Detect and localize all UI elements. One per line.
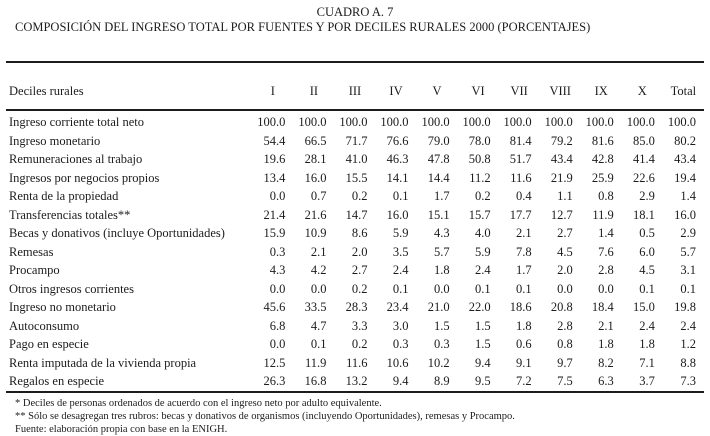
row-label: Otros ingresos corrientes xyxy=(9,281,134,296)
table-row xyxy=(6,110,704,132)
cell-value: 2.9 xyxy=(639,189,655,203)
cell-value: 0.1 xyxy=(516,281,532,296)
cell-value: 2.1 xyxy=(516,226,532,240)
cell-value: 19.8 xyxy=(674,300,696,314)
cell-value: 10.6 xyxy=(386,355,409,370)
cell-value: 0.1 xyxy=(392,281,409,296)
cell-value: 16.0 xyxy=(304,170,327,185)
cell-value: 1.5 xyxy=(433,318,450,333)
cell-value: 0.1 xyxy=(475,281,491,296)
table-row xyxy=(6,187,704,206)
cell-value: 1.8 xyxy=(433,263,450,277)
cell-value: 9.1 xyxy=(516,355,532,370)
cell-value: 100.0 xyxy=(626,115,655,129)
cell-value: 0.6 xyxy=(516,337,532,351)
cell-value: 1.4 xyxy=(680,189,696,203)
cell-value: 33.5 xyxy=(304,300,327,314)
cell-value: 17.7 xyxy=(509,207,532,222)
cell-value: 100.0 xyxy=(380,115,409,129)
cell-value: 2.8 xyxy=(598,263,614,277)
cell-value: 28.3 xyxy=(345,300,368,314)
cell-value: 2.1 xyxy=(310,244,327,259)
cell-value: 21.9 xyxy=(550,170,573,185)
cell-value: 11.6 xyxy=(510,170,532,185)
cell-value: 7.2 xyxy=(516,374,532,388)
cell-value: 0.1 xyxy=(680,281,696,296)
cell-value: 42.8 xyxy=(591,152,614,166)
cell-value: 0.2 xyxy=(351,337,368,351)
cell-value: 13.4 xyxy=(263,170,286,185)
table-row xyxy=(6,169,704,188)
cell-value: 19.4 xyxy=(674,170,696,185)
cell-value: 1.7 xyxy=(433,189,450,203)
column-header: IX xyxy=(581,62,622,110)
cell-value: 0.2 xyxy=(475,189,491,203)
cell-value: 2.1 xyxy=(598,318,614,333)
cell-value: 7.8 xyxy=(516,244,532,259)
row-label: Becas y donativos (incluye Oportunidades) xyxy=(9,226,225,240)
cell-value: 4.3 xyxy=(433,226,450,240)
row-label: Procampo xyxy=(9,263,60,277)
cell-value: 0.0 xyxy=(557,281,573,296)
table-head xyxy=(6,62,704,110)
cell-value: 9.4 xyxy=(475,355,491,370)
cell-value: 21.4 xyxy=(263,207,286,222)
cell-value: 100.0 xyxy=(585,115,614,129)
cell-value: 100.0 xyxy=(421,115,450,129)
cell-value: 8.2 xyxy=(598,355,614,370)
table-row xyxy=(6,280,704,299)
cell-value: 22.0 xyxy=(468,300,491,314)
table-row xyxy=(6,206,704,225)
cell-value: 15.9 xyxy=(263,226,286,240)
table-row xyxy=(6,243,704,262)
row-label: Transferencias totales** xyxy=(9,207,131,222)
cell-value: 81.6 xyxy=(591,133,614,148)
cell-value: 25.9 xyxy=(591,170,614,185)
cell-value: 26.3 xyxy=(263,374,286,388)
cell-value: 6.8 xyxy=(269,318,286,333)
cell-value: 1.8 xyxy=(516,318,532,333)
cell-value: 7.1 xyxy=(639,355,655,370)
cell-value: 45.6 xyxy=(263,300,286,314)
table-row xyxy=(6,261,704,280)
column-header: IV xyxy=(375,62,416,110)
cell-value: 21.6 xyxy=(304,207,327,222)
cell-value: 0.3 xyxy=(392,337,409,351)
column-header: Total xyxy=(663,62,704,110)
table-row xyxy=(6,298,704,317)
cell-value: 4.2 xyxy=(310,263,327,277)
cell-value: 1.1 xyxy=(557,189,573,203)
cell-value: 0.8 xyxy=(557,337,573,351)
cell-value: 14.4 xyxy=(427,170,450,185)
row-label: Renta imputada de la vivienda propia xyxy=(9,355,197,370)
cell-value: 0.0 xyxy=(269,189,286,203)
cell-value: 10.9 xyxy=(304,226,327,240)
cell-value: 100.0 xyxy=(257,115,286,129)
cell-value: 1.7 xyxy=(516,263,532,277)
cell-value: 3.7 xyxy=(639,374,655,388)
cell-value: 11.6 xyxy=(346,355,368,370)
table-row xyxy=(6,354,704,373)
cell-value: 1.8 xyxy=(639,337,655,351)
cell-value: 0.8 xyxy=(598,189,614,203)
cell-value: 15.7 xyxy=(468,207,491,222)
cell-value: 1.5 xyxy=(475,337,491,351)
cell-value: 11.2 xyxy=(469,170,491,185)
row-label: Regalos en especie xyxy=(9,374,105,388)
cell-value: 78.0 xyxy=(468,133,491,148)
cell-value: 46.3 xyxy=(386,152,409,166)
cell-value: 5.9 xyxy=(475,244,491,259)
cell-value: 11.9 xyxy=(305,355,327,370)
cell-value: 0.3 xyxy=(433,337,450,351)
income-composition-table xyxy=(6,61,704,393)
row-label: Remuneraciones al trabajo xyxy=(9,152,143,166)
cell-value: 4.5 xyxy=(557,244,573,259)
cell-value: 81.4 xyxy=(509,133,532,148)
cell-value: 3.1 xyxy=(680,263,696,277)
row-label: Ingreso no monetario xyxy=(9,300,116,314)
cell-value: 8.9 xyxy=(433,374,450,388)
cell-value: 2.4 xyxy=(639,318,655,333)
cell-value: 4.0 xyxy=(475,226,491,240)
table-row xyxy=(6,150,704,169)
cell-value: 71.7 xyxy=(345,133,368,148)
cell-value: 8.6 xyxy=(351,226,368,240)
cell-value: 9.5 xyxy=(475,374,491,388)
cell-value: 2.7 xyxy=(557,226,573,240)
row-header-label: Deciles rurales xyxy=(6,62,252,110)
cell-value: 10.2 xyxy=(427,355,450,370)
cell-value: 0.0 xyxy=(310,281,327,296)
cell-value: 47.8 xyxy=(427,152,450,166)
cell-value: 7.3 xyxy=(680,374,696,388)
row-label: Pago en especie xyxy=(9,337,89,351)
cell-value: 16.0 xyxy=(674,207,696,222)
cell-value: 80.2 xyxy=(674,133,696,148)
cell-value: 79.0 xyxy=(427,133,450,148)
cell-value: 3.5 xyxy=(392,244,409,259)
cell-value: 1.4 xyxy=(598,226,614,240)
table-row xyxy=(6,224,704,243)
cell-value: 0.2 xyxy=(351,281,368,296)
cell-value: 21.0 xyxy=(427,300,450,314)
cell-value: 66.5 xyxy=(304,133,327,148)
row-label: Autoconsumo xyxy=(9,318,80,333)
column-header: VI xyxy=(458,62,499,110)
cell-value: 79.2 xyxy=(550,133,573,148)
cell-value: 15.5 xyxy=(345,170,368,185)
cell-value: 41.4 xyxy=(632,152,655,166)
table-row xyxy=(6,335,704,354)
cell-value: 1.5 xyxy=(475,318,491,333)
cell-value: 76.6 xyxy=(386,133,409,148)
column-header: III xyxy=(334,62,375,110)
cell-value: 7.5 xyxy=(557,374,573,388)
cell-value: 1.8 xyxy=(598,337,614,351)
cell-value: 14.1 xyxy=(386,170,409,185)
cell-value: 0.0 xyxy=(433,281,450,296)
cell-value: 0.1 xyxy=(639,281,655,296)
cell-value: 0.4 xyxy=(516,189,532,203)
cell-value: 4.7 xyxy=(310,318,327,333)
table-body xyxy=(6,110,704,392)
cell-value: 12.5 xyxy=(263,355,286,370)
cell-value: 20.8 xyxy=(550,300,573,314)
cell-value: 2.9 xyxy=(680,226,696,240)
cell-value: 100.0 xyxy=(667,115,696,129)
cell-value: 15.1 xyxy=(427,207,450,222)
cell-value: 2.0 xyxy=(557,263,573,277)
cell-value: 22.6 xyxy=(632,170,655,185)
cell-value: 0.0 xyxy=(598,281,614,296)
cell-value: 0.3 xyxy=(269,244,286,259)
cell-value: 2.0 xyxy=(351,244,368,259)
cell-value: 23.4 xyxy=(386,300,409,314)
cell-value: 12.7 xyxy=(550,207,573,222)
cell-value: 2.8 xyxy=(557,318,573,333)
table-row xyxy=(6,317,704,336)
column-header: I xyxy=(252,62,293,110)
cell-value: 0.5 xyxy=(639,226,655,240)
cell-value: 6.3 xyxy=(598,374,614,388)
cell-value: 9.7 xyxy=(557,355,573,370)
cell-value: 43.4 xyxy=(674,152,696,166)
cell-value: 5.7 xyxy=(433,244,450,259)
row-label: Ingreso corriente total neto xyxy=(9,115,145,129)
cell-value: 2.7 xyxy=(351,263,368,277)
cell-value: 28.1 xyxy=(304,152,327,166)
footnotes xyxy=(6,397,704,436)
cell-value: 51.7 xyxy=(509,152,532,166)
header-row xyxy=(6,62,704,110)
table-subtitle: COMPOSICIÓN DEL INGRESO TOTAL POR FUENTES Y POR DECILES RURALES 2000 (PORCENTAJES) xyxy=(15,20,591,34)
cell-value: 6.0 xyxy=(639,244,655,259)
cell-value: 18.1 xyxy=(632,207,655,222)
cell-value: 100.0 xyxy=(462,115,491,129)
cell-value: 0.0 xyxy=(269,281,286,296)
cell-value: 8.8 xyxy=(680,355,696,370)
row-label: Ingresos por negocios propios xyxy=(9,170,160,185)
table-row xyxy=(6,372,704,392)
row-label: Remesas xyxy=(9,244,54,259)
column-header: VII xyxy=(499,62,540,110)
cell-value: 2.4 xyxy=(475,263,491,277)
footnote-rubros: ** Sólo se desagregan tres rubros: becas y donativos de organismos (incluyendo Oportunidades), remesas y Procampo. xyxy=(15,410,515,422)
cell-value: 4.5 xyxy=(639,263,655,277)
cell-value: 100.0 xyxy=(339,115,368,129)
cell-value: 15.0 xyxy=(632,300,655,314)
cell-value: 11.9 xyxy=(592,207,614,222)
column-header: II xyxy=(293,62,334,110)
row-label: Renta de la propiedad xyxy=(9,189,119,203)
cell-value: 4.3 xyxy=(269,263,286,277)
cell-value: 18.4 xyxy=(591,300,614,314)
cell-value: 9.4 xyxy=(392,374,409,388)
cell-value: 100.0 xyxy=(298,115,327,129)
footnote-source: Fuente: elaboración propia con base en la ENIGH. xyxy=(15,423,228,435)
cell-value: 2.4 xyxy=(392,263,409,277)
cell-value: 5.7 xyxy=(680,244,696,259)
cell-value: 0.7 xyxy=(310,189,327,203)
cell-value: 7.6 xyxy=(598,244,614,259)
table-number-title: CUADRO A. 7 xyxy=(316,5,394,19)
cell-value: 19.6 xyxy=(263,152,286,166)
cell-value: 0.1 xyxy=(392,189,409,203)
cell-value: 41.0 xyxy=(345,152,368,166)
cell-value: 18.6 xyxy=(509,300,532,314)
cell-value: 100.0 xyxy=(503,115,532,129)
cell-value: 16.0 xyxy=(386,207,409,222)
cell-value: 3.3 xyxy=(351,318,368,333)
column-header: VIII xyxy=(540,62,581,110)
cell-value: 1.2 xyxy=(680,337,696,351)
cell-value: 14.7 xyxy=(345,207,368,222)
cell-value: 100.0 xyxy=(544,115,573,129)
cell-value: 16.8 xyxy=(304,374,327,388)
cell-value: 85.0 xyxy=(632,133,655,148)
cell-value: 43.4 xyxy=(550,152,573,166)
cell-value: 0.2 xyxy=(351,189,368,203)
column-header: X xyxy=(622,62,663,110)
cell-value: 3.0 xyxy=(392,318,409,333)
cell-value: 0.0 xyxy=(269,337,286,351)
table-row xyxy=(6,132,704,151)
footnote-deciles: * Deciles de personas ordenados de acuerdo con el ingreso neto por adulto equivalente. xyxy=(15,397,382,409)
cell-value: 50.8 xyxy=(468,152,491,166)
cell-value: 2.4 xyxy=(680,318,696,333)
cell-value: 5.9 xyxy=(392,226,409,240)
row-label: Ingreso monetario xyxy=(9,133,101,148)
cell-value: 13.2 xyxy=(345,374,368,388)
cell-value: 0.1 xyxy=(310,337,327,351)
cell-value: 54.4 xyxy=(263,133,286,148)
column-header: V xyxy=(417,62,458,110)
